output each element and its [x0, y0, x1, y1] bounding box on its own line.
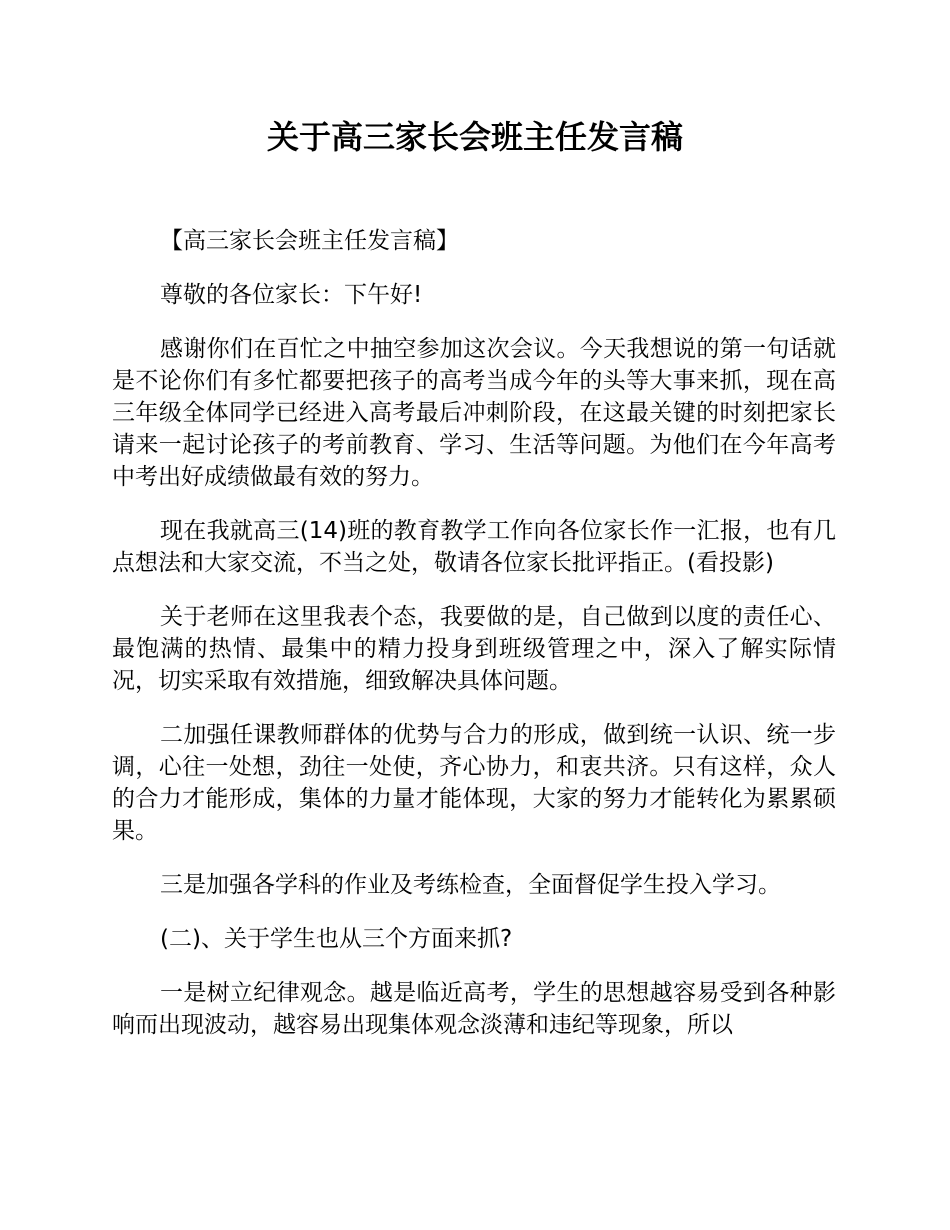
paragraph: 二加强任课教师群体的优势与合力的形成，做到统一认识、统一步调，心往一处想，劲往一处使，齐心协力，和衷共济。只有这样，众人的合力才能形成，集体的力量才能体现，大家的努力才能转化为累累硕果。: [112, 722, 836, 844]
paragraph: 一是树立纪律观念。越是临近高考，学生的思想越容易受到各种影响而出现波动，越容易出现集体观念淡薄和违纪等现象，所以: [112, 980, 836, 1038]
paragraph: 现在我就高三(14)班的教育教学工作向各位家长作一汇报，也有几点想法和大家交流，不当之处，敬请各位家长批评指正。(看投影): [112, 518, 836, 576]
paragraph: 三是加强各学科的作业及考练检查，全面督促学生投入学习。: [160, 872, 781, 898]
paragraph: 关于老师在这里我表个态，我要做的是，自己做到以度的责任心、最饱满的热情、最集中的精力投身到班级管理之中，深入了解实际情况，切实采取有效措施，细致解决具体问题。: [112, 604, 836, 694]
paragraph: (二)、关于学生也从三个方面来抓?: [160, 926, 513, 952]
document-body: [112, 225, 836, 1063]
paragraph-greeting: 尊敬的各位家长：下午好!: [160, 282, 423, 308]
paragraph-heading: 【高三家长会班主任发言稿】: [160, 228, 459, 254]
paragraph: 感谢你们在百忙之中抽空参加这次会议。今天我想说的第一句话就是不论你们有多忙都要把孩子的高考当成今年的头等大事来抓，现在高三年级全体同学已经进入高考最后冲刺阶段，在这最关键的时刻把家长请来一起讨论孩子的考前教育、学习、生活等问题。为他们在今年高考中考出好成绩做最有效的努力。: [112, 336, 836, 490]
document-title: 关于高三家长会班主任发言稿: [266, 118, 683, 156]
